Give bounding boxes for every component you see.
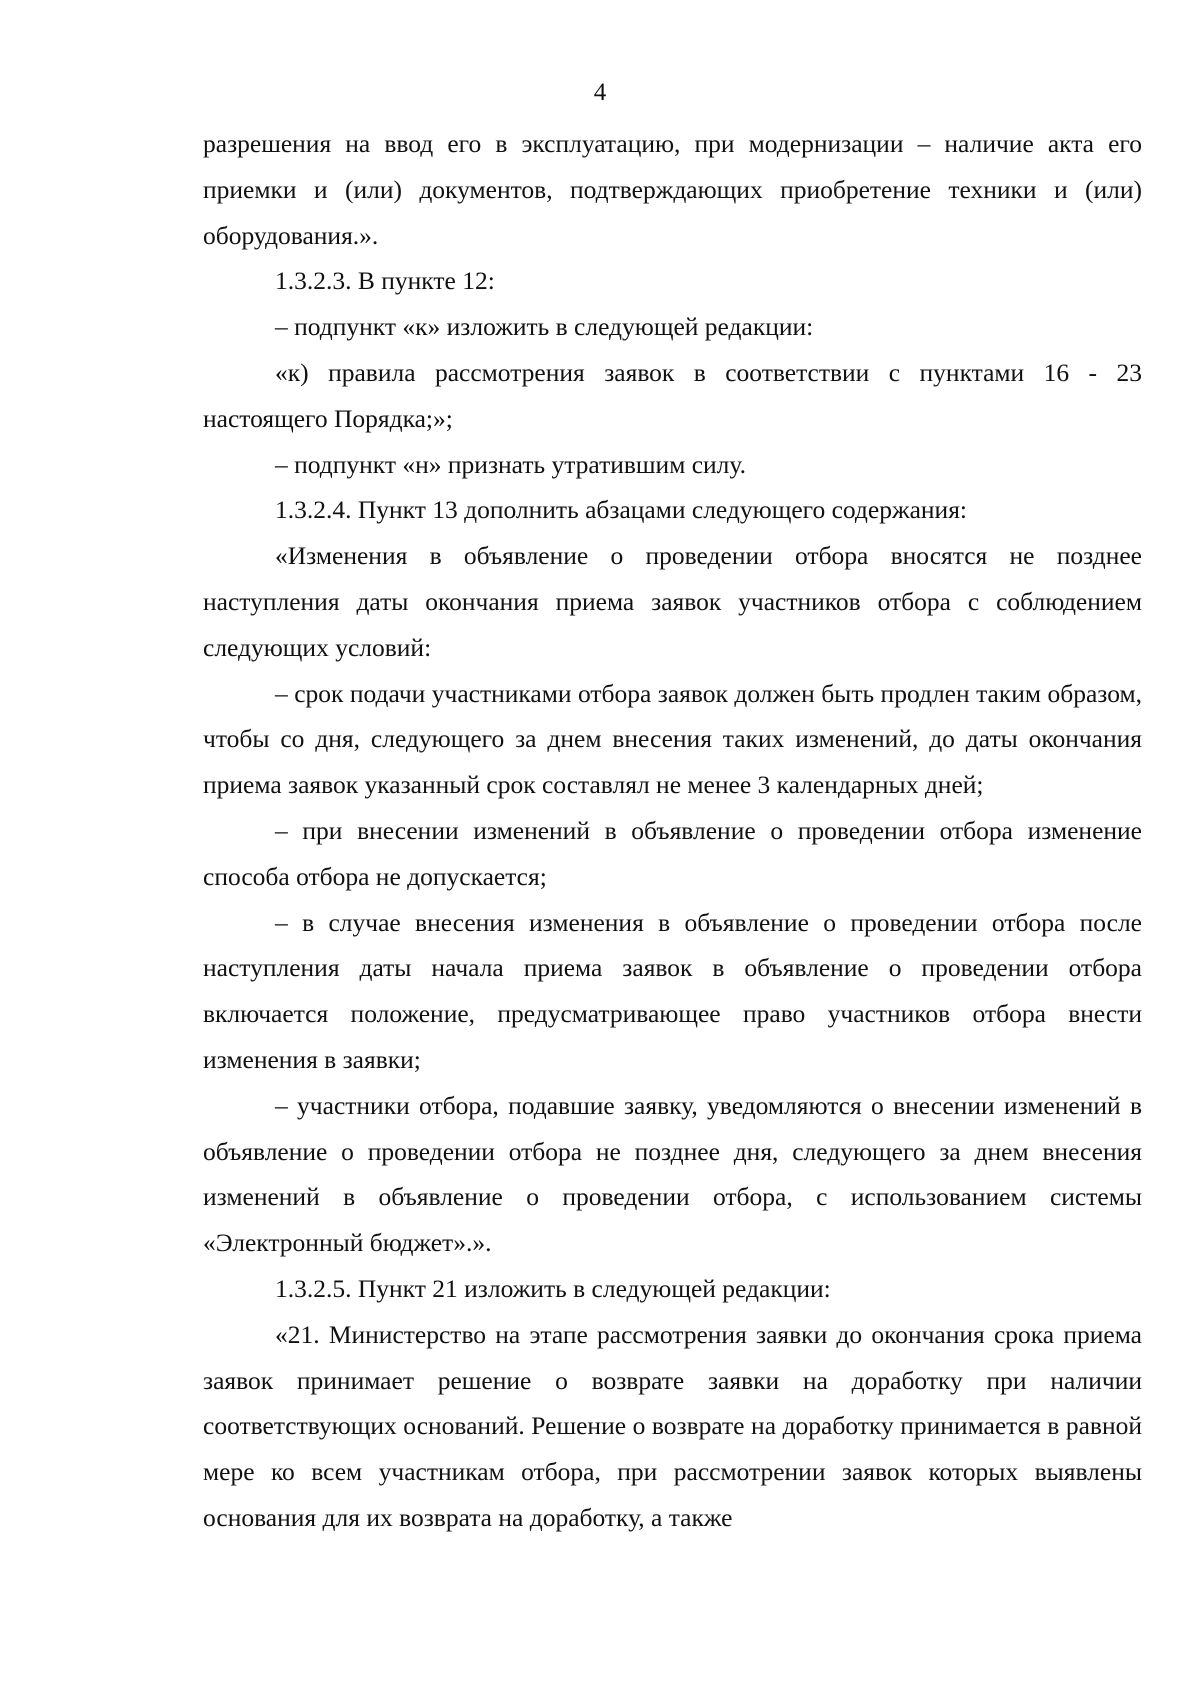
paragraph-condition-notify: – участники отбора, подавшие заявку, уведомляются о внесении изменений в объявление о проведении отбора не позднее дня, следующего за днем внесения изменений в объявление о проведении отбора, с использованием системы «Электронный бюджет».».: [203, 1090, 1142, 1258]
paragraph-condition-deadline: – срок подачи участниками отбора заявок должен быть продлен таким образом, чтобы со дня, следующего за днем внесения таких изменений, до даты окончания приема заявок указанный срок составлял не менее 3 календарных дней;: [203, 678, 1142, 800]
document-body: [203, 121, 1142, 1541]
paragraph-condition-method: – при внесении изменений в объявление о проведении отбора изменение способа отбора не допускается;: [203, 815, 1142, 891]
paragraph-clause-1-3-2-4: 1.3.2.4. Пункт 13 дополнить абзацами следующего содержания:: [275, 495, 968, 525]
paragraph-clause-1-3-2-5: 1.3.2.5. Пункт 21 изложить в следующей редакции:: [275, 1273, 831, 1303]
paragraph-subclause-n: – подпункт «н» признать утратившим силу.: [275, 449, 746, 479]
page-number: 4: [593, 79, 607, 106]
paragraph-point-21: «21. Министерство на этапе рассмотрения заявки до окончания срока приема заявок принимает решение о возврате заявки на доработку при наличии соответствующих оснований. Решение о возврате на доработку принимается в равной мере ко всем участникам отбора, при рассмотрении заявок которых выявлены основания для их возврата на доработку, а также: [203, 1319, 1142, 1532]
paragraph-condition-amend: – в случае внесения изменения в объявление о проведении отбора после наступления даты начала приема заявок в объявление о проведении отбора включается положение, предусматривающее право участников отбора внести изменения в заявки;: [203, 907, 1142, 1074]
paragraph-subclause-k: – подпункт «к» изложить в следующей редакции:: [275, 312, 814, 342]
paragraph-clause-1-3-2-3: 1.3.2.3. В пункте 12:: [275, 266, 495, 296]
paragraph-continuation: разрешения на ввод его в эксплуатацию, при модернизации – наличие акта его приемки и (или) документов, подтверждающих приобретение техники и (или) оборудования.».: [203, 129, 1142, 250]
paragraph-subclause-k-text: «к) правила рассмотрения заявок в соответствии с пунктами 16 - 23 настоящего Порядка;»;: [203, 357, 1142, 433]
paragraph-changes-intro: «Изменения в объявление о проведении отбора вносятся не позднее наступления даты окончания приема заявок участников отбора с соблюдением следующих условий:: [203, 541, 1142, 662]
